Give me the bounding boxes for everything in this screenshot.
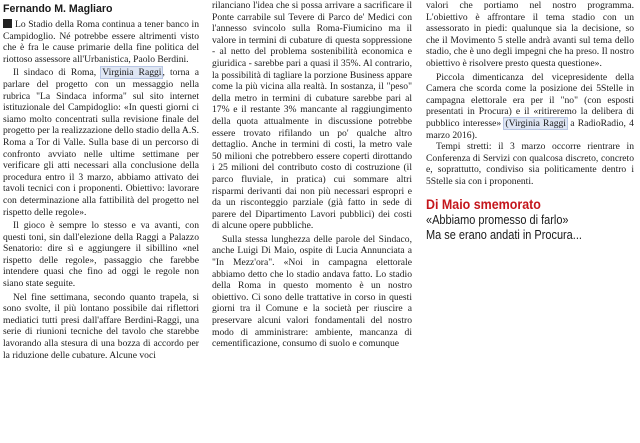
article-paragraph-1 (3, 19, 199, 65)
sidebar-box (426, 197, 634, 244)
box-quote: «Abbiamo promesso di farlo» (426, 212, 569, 227)
article-paragraph-9: Tempi stretti: il 3 marzo occorre rientrare in Conferenza di Servizi con qualcosa discreto, concreto e, soprattutto, condiviso sia politicamente dentro i 5Stelle sia con i proponenti. (426, 141, 634, 187)
paragraph-text: , torna a parlare del progetto con un messaggio nella rubrica "La Sindaca informa" sul sito internet istituzionale del Campidoglio: «In questi giorni ci siamo molto concentrati sulla revisione finale del progetto per la realizzazione dello stadio della A.S. Roma a Tor di Valle. Sulla base di un percorso di confronto avviato nelle ultime settimane per verificare gli atti necessari alla conclusione della procedura entro il 3 marzo, abbiamo attivato dei tavoli tecnici con i proponenti. Obiettivo: lavorare con determinazione alla fattibilità del progetto nel rispetto delle regole». (3, 67, 199, 218)
article-paragraph-8 (426, 72, 634, 142)
article-column-3 (426, 0, 634, 443)
article-column-2 (212, 0, 412, 443)
paragraph-text: Il sindaco di Roma, (13, 67, 97, 79)
article-paragraph-2 (3, 67, 199, 218)
article-paragraph-7: valori che portiamo nel nostro programma. L'obiettivo è affrontare il tema stadio con un assessorato in piedi: qualunque sia la decisione, so che il Movimento 5 stelle andrà avanti sul tema dello stadio, che è uno degli impegni che ha preso. Il nostro obiettivo è risolvere presto questa questione». (426, 0, 634, 69)
box-subtitle: Ma se erano andati in Procura... (426, 227, 582, 242)
article-paragraph-6: Sulla stessa lunghezza delle parole del Sindaco, anche Luigi Di Maio, ospite di Lucia Annunciata a "In Mezz'ora". «Noi in campagna elettorale abbiamo detto che lo stadio andava fatto. Lo stadio della Roma in questo momento è un nostro obiettivo. Ci sono delle trattative in corso in questi giorni tra il Comune e la società per riuscire a preservare alcuni valori fondamentali del nostro modo di amministrare: ambiente, mancanza di cementificazione, consumo di suolo e comunque (212, 233, 412, 350)
byline: Fernando M. Magliaro (3, 3, 113, 15)
box-title: Di Maio smemorato (426, 196, 541, 212)
lead-square-icon (3, 19, 12, 28)
article-paragraph-4: Nel fine settimana, secondo quanto trapela, si sono svolte, il più lontano possibile dai riflettori mediatici tutti presi dall'affare Berdini-Raggi, una serie di riunioni tecniche del tavolo che starebbe lavorando alla stesura di una bozza di accordo per la riduzione delle cubature. Alcune voci (3, 291, 199, 361)
article-paragraph-5: rilanciano l'idea che si possa arrivare a sacrificare il Ponte carrabile sul Tevere di Parco de' Medici con l'annesso svincolo sulla Roma-Fiumicino ma il valore in termini di cubature di questa soppressione - al netto del problema sostenibilità economica e giuridica - sarebbe pari a quasi il 35%. Al contrario, la possibilità di tagliare la porzione Business appare come la più vicina alla realtà. In sostanza, il "peso" della metro in termini di cubature sarebbe pari al 17% e il restante 3% mancante al raggiungimento della quota attualmente in discussione potrebbe essere trovato rifilando un po' qualche altro dettaglio. Anche in termini di costi, la metro vale 50 milioni che potrebbero essere coperti dirottando i 25 milioni del contributo costo di costruzione (il parco fluviale, in pratica) cui sommare altri risparmi derivanti dai non più necessari espropri e da un risconteggio parziale (già fatto in sede di parere del Dipartimento Lavori pubblici) dei costi di alcune opere pubbliche. (212, 0, 412, 232)
paragraph-text: a RadioRadio, 4 marzo 2016). (426, 117, 634, 141)
paragraph-text: Piccola dimenticanza del vicepresidente della Camera che scorda come la posizione dei 5Stelle in campagna elettorale era per il "no" (con esposti presentati in Procura) e il «ritireremo la delibera di pubblico interesse» (426, 71, 634, 129)
highlighted-name: (Virginia Raggi (505, 117, 566, 129)
article-column-1 (3, 3, 199, 443)
highlighted-name: Virginia Raggi (102, 67, 162, 79)
paragraph-text: Lo Stadio della Roma continua a tener banco in Campidoglio. Né potrebbe essere altrimenti visto che è fra le cause primarie della fine politica del riottoso assessore all'Urbanistica, Paolo Berdini. (3, 19, 199, 65)
article-paragraph-3: Il gioco è sempre lo stesso e va avanti, con questi toni, sin dall'elezione della Raggi a Palazzo Senatorio: dire sì e aggiungere il sibillino «nel rispetto delle regole», passaggio che farebbe intendere quasi che fino ad oggi le regole non siano state seguite. (3, 220, 199, 290)
